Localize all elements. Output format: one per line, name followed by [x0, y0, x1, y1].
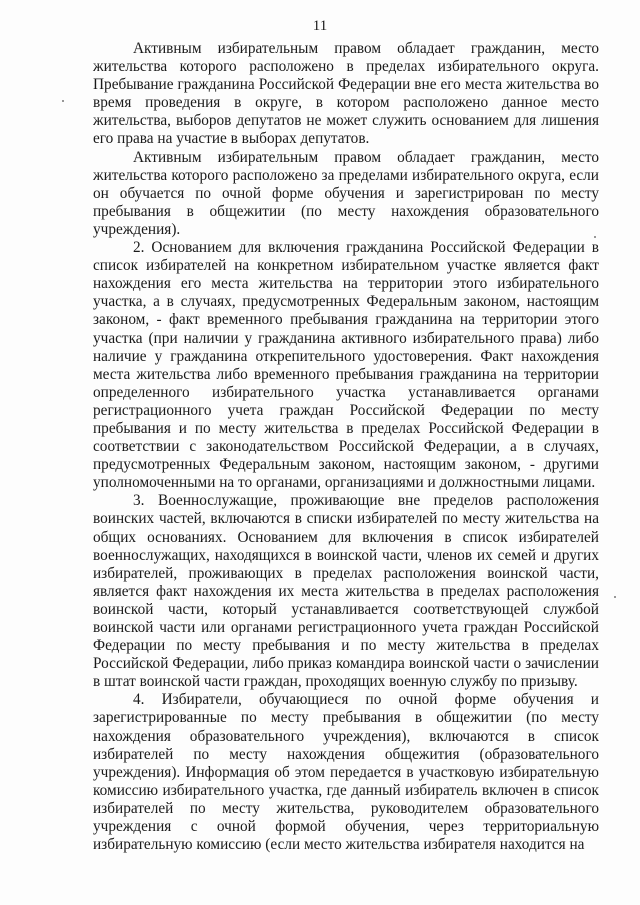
paragraph-active-right-students: Активным избирательным правом обладает гражданин, место жительства которого расположено за пределами избирательного округа, если он обучается по очной форме обучения и зарегистрирован по месту пребывания в общежитии (по месту нахождения образовательного учреждения).	[93, 148, 599, 238]
scan-speck	[594, 236, 596, 238]
paragraph-active-right-residence: Активным избирательным правом обладает гражданин, место жительства которого расположено в пределах избирательного округа. Пребывание гражданина Российской Федерации вне его места жительства во время проведения в округе, в котором расположено данное место жительства, выборов депутатов не может служить основанием для лишения его права на участие в выборах депутатов.	[93, 40, 599, 148]
document-body	[93, 40, 599, 854]
page-number: 11	[312, 18, 328, 34]
paragraph-item-4: 4. Избиратели, обучающиеся по очной форме обучения и зарегистрированные по месту пребывания в общежитии (по месту нахождения образовательного учреждения), включаются в список избирателей по месту нахождения общежития (образовательного учреждения). Информация об этом передается в участковую избирательную комиссию избирательного участка, где данный избиратель включен в список избирателей по месту жительства, руководителем образовательного учреждения с очной формой обучения, через территориальную избирательную комиссию (если место жительства избирателя находится на	[93, 691, 599, 854]
scan-speck	[614, 596, 616, 598]
paragraph-item-3: 3. Военнослужащие, проживающие вне пределов расположения воинских частей, включаются в списки избирателей по месту жительства на общих основаниях. Основанием для включения в список избирателей военнослужащих, находящихся в воинской части, членов их семей и других избирателей, проживающих в пределах расположения воинской части, является факт нахождения их места жительства в пределах расположения воинской части, который устанавливается соответствующей службой воинской части или органами регистрационного учета граждан Российской Федерации по месту пребывания и по месту жительства в пределах Российской Федерации, либо приказ командира воинской части о зачислении в штат воинской части граждан, проходящих военную службу по призыву.	[93, 492, 599, 691]
scan-speck	[62, 100, 64, 102]
paragraph-item-2: 2. Основанием для включения гражданина Российской Федерации в список избирателей на конкретном избирательном участке является факт нахождения его места жительства на территории этого избирательного участка, а в случаях, предусмотренных Федеральным законом, настоящим законом, - факт временного пребывания гражданина на территории этого участка (при наличии у гражданина активного избирательного права) либо наличие у гражданина открепительного удостоверения. Факт нахождения места жительства либо временного пребывания гражданина на территории определенного избирательного участка устанавливается органами регистрационного учета граждан Российской Федерации по месту пребывания и по месту жительства в пределах Российской Федерации в соответствии с законодательством Российской Федерации, а в случаях, предусмотренных Федеральным законом, настоящим законом, - другими уполномоченными на то органами, организациями и должностными лицами.	[93, 239, 599, 492]
